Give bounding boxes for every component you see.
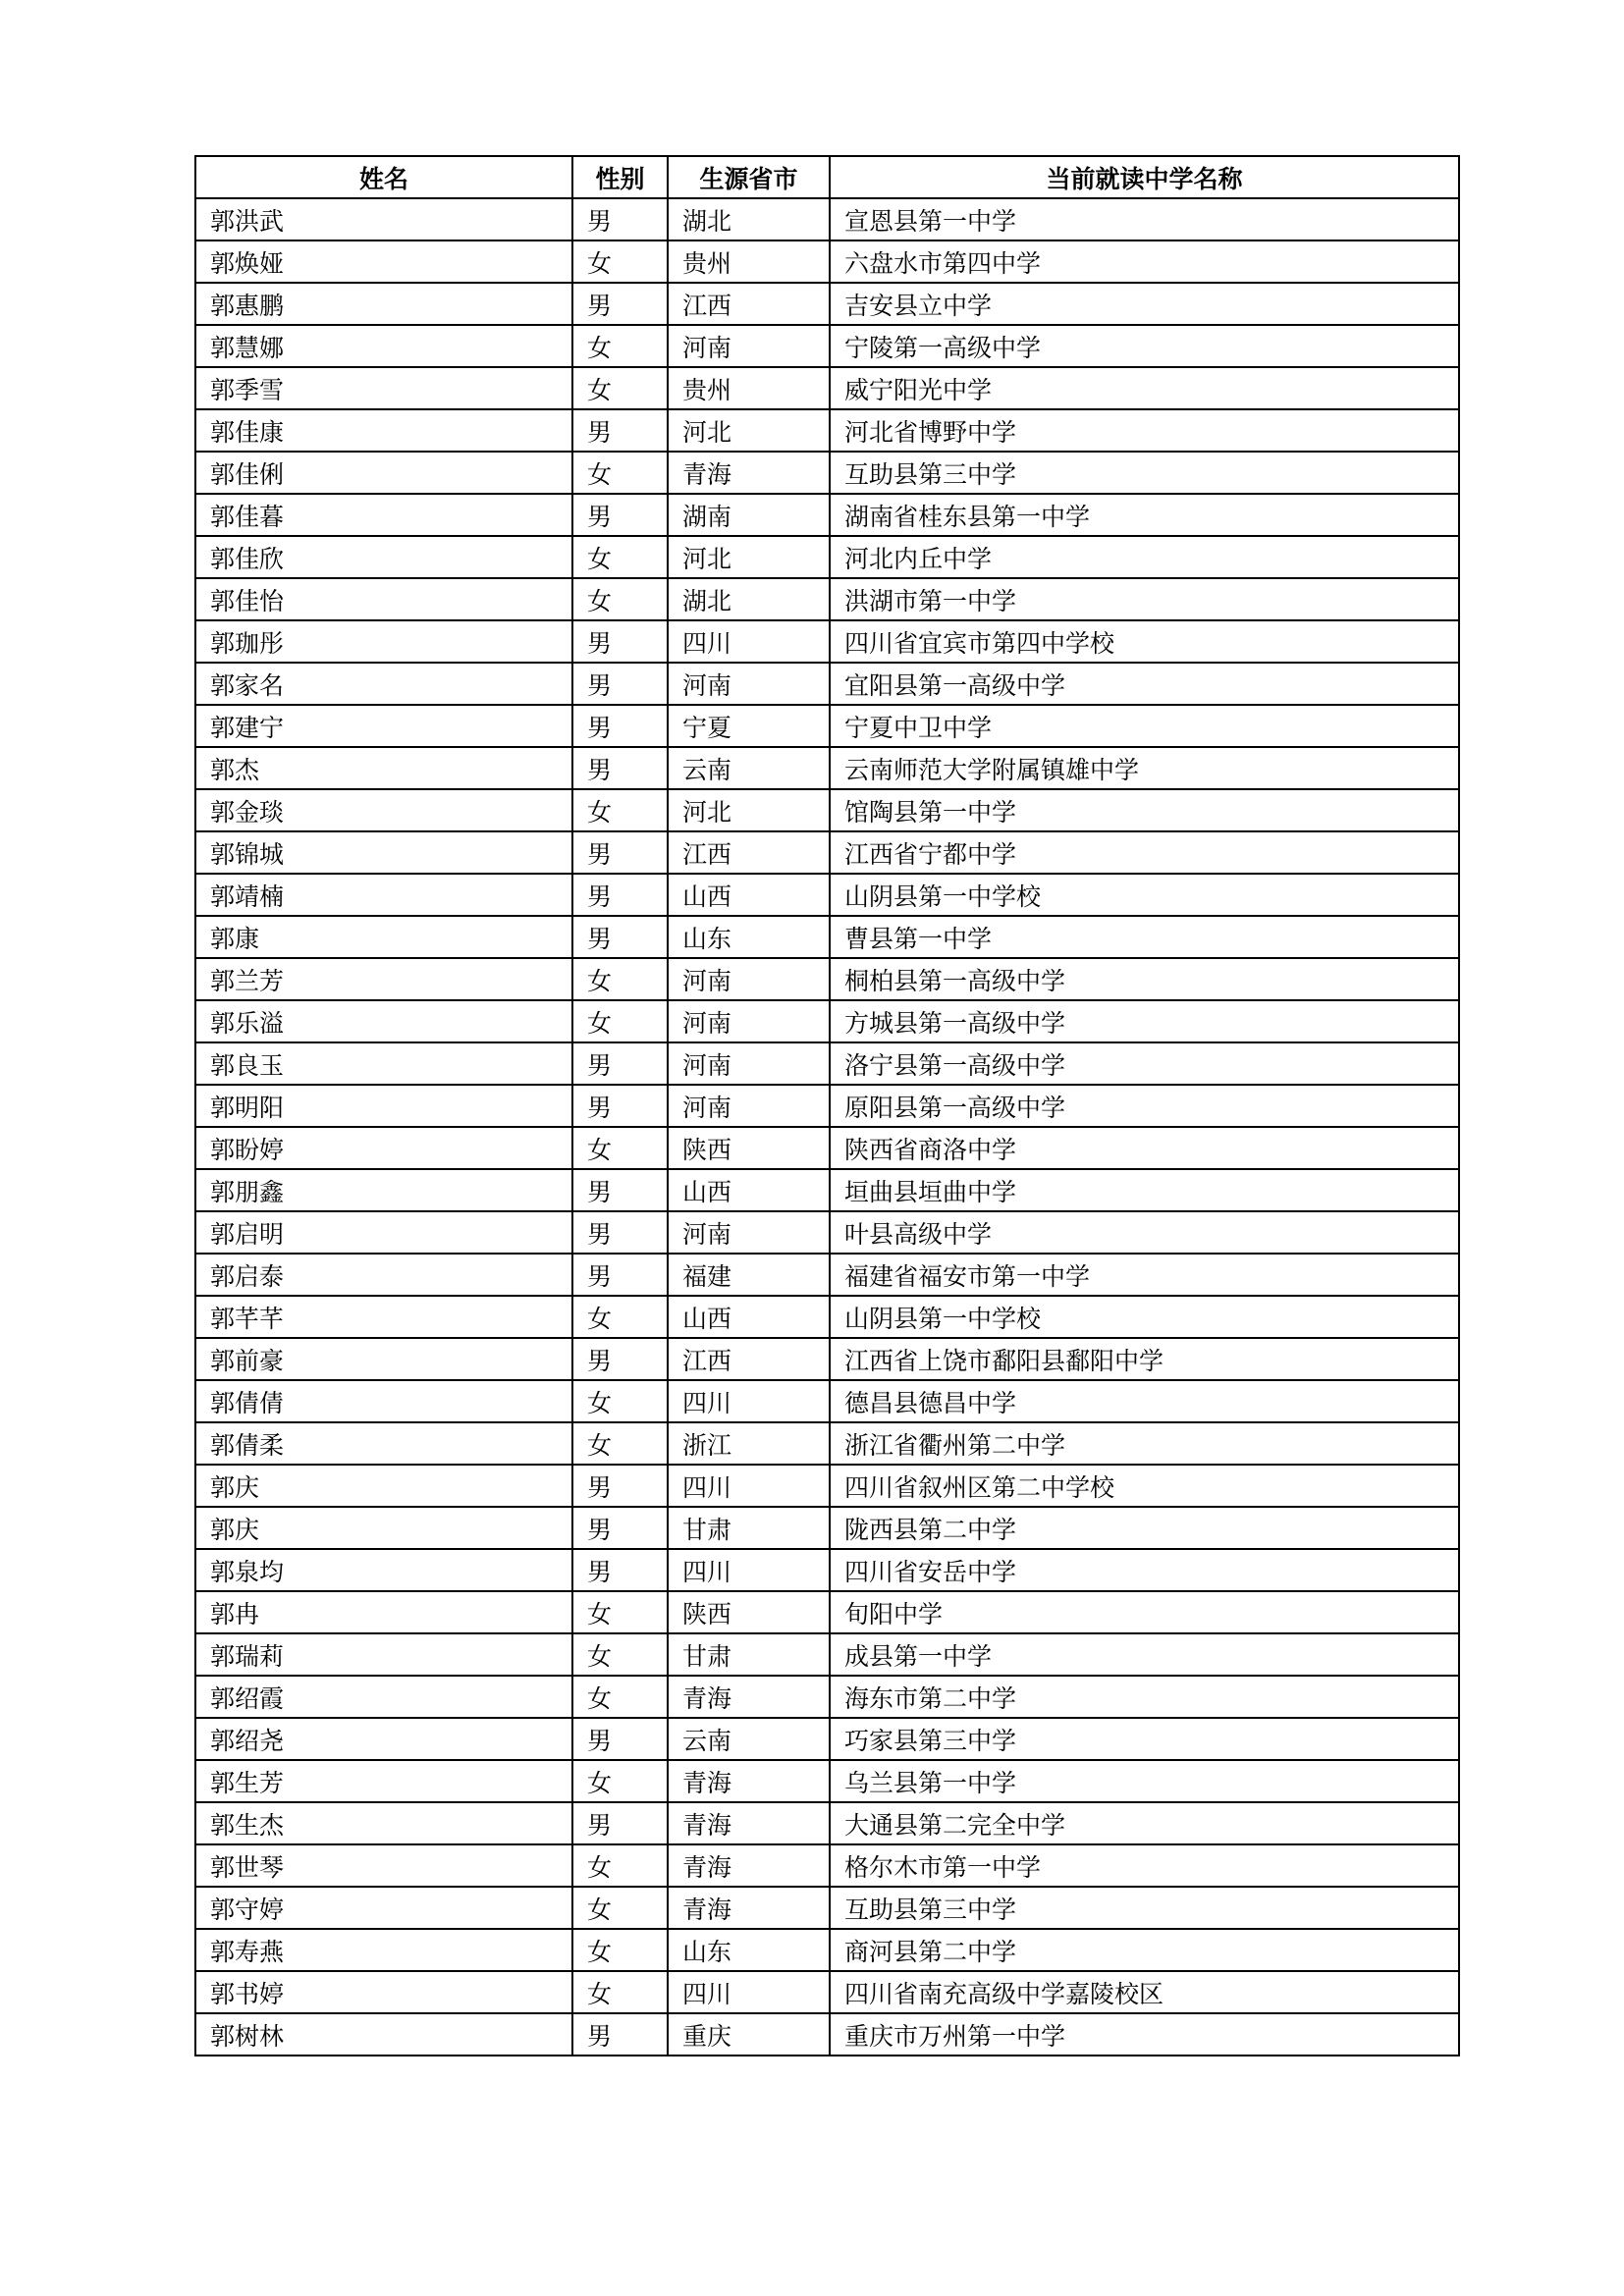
table-row [195, 325, 1459, 367]
cell-province: 青海 [668, 1844, 830, 1887]
cell-name: 郭生芳 [195, 1760, 572, 1802]
cell-name: 郭建宁 [195, 705, 572, 747]
cell-gender: 女 [572, 1887, 668, 1929]
cell-gender: 男 [572, 874, 668, 916]
cell-school: 德昌县德昌中学 [830, 1380, 1459, 1422]
cell-school: 曹县第一中学 [830, 916, 1459, 958]
cell-school: 四川省宜宾市第四中学校 [830, 620, 1459, 663]
cell-school: 江西省上饶市鄱阳县鄱阳中学 [830, 1338, 1459, 1380]
cell-gender: 男 [572, 747, 668, 789]
cell-province: 江西 [668, 283, 830, 325]
cell-name: 郭冉 [195, 1591, 572, 1633]
table-row [195, 1718, 1459, 1760]
cell-school: 福建省福安市第一中学 [830, 1254, 1459, 1296]
cell-name: 郭珈彤 [195, 620, 572, 663]
cell-gender: 女 [572, 1000, 668, 1042]
cell-gender: 女 [572, 367, 668, 409]
cell-province: 河北 [668, 536, 830, 578]
table-row [195, 1042, 1459, 1085]
cell-province: 云南 [668, 747, 830, 789]
table-row [195, 1296, 1459, 1338]
cell-province: 贵州 [668, 367, 830, 409]
cell-school: 陕西省商洛中学 [830, 1127, 1459, 1169]
table-row [195, 1887, 1459, 1929]
cell-school: 互助县第三中学 [830, 452, 1459, 494]
cell-province: 青海 [668, 1760, 830, 1802]
cell-school: 商河县第二中学 [830, 1929, 1459, 1971]
table-row [195, 283, 1459, 325]
table-row [195, 1169, 1459, 1211]
cell-gender: 男 [572, 2013, 668, 2056]
cell-school: 吉安县立中学 [830, 283, 1459, 325]
cell-gender: 女 [572, 1422, 668, 1465]
cell-province: 江西 [668, 831, 830, 874]
cell-province: 青海 [668, 452, 830, 494]
table-row [195, 705, 1459, 747]
cell-name: 郭良玉 [195, 1042, 572, 1085]
table-row [195, 1085, 1459, 1127]
table-row [195, 874, 1459, 916]
cell-school: 江西省宁都中学 [830, 831, 1459, 874]
cell-province: 河南 [668, 1042, 830, 1085]
table-row [195, 620, 1459, 663]
cell-province: 福建 [668, 1254, 830, 1296]
cell-name: 郭洪武 [195, 198, 572, 240]
cell-gender: 女 [572, 1380, 668, 1422]
cell-school: 洛宁县第一高级中学 [830, 1042, 1459, 1085]
table-row [195, 1929, 1459, 1971]
table-row [195, 916, 1459, 958]
cell-province: 河南 [668, 325, 830, 367]
table-row [195, 578, 1459, 620]
cell-province: 湖北 [668, 578, 830, 620]
cell-school: 重庆市万州第一中学 [830, 2013, 1459, 2056]
cell-gender: 女 [572, 1929, 668, 1971]
cell-province: 青海 [668, 1802, 830, 1844]
cell-province: 山西 [668, 874, 830, 916]
cell-gender: 女 [572, 1676, 668, 1718]
cell-name: 郭倩倩 [195, 1380, 572, 1422]
cell-gender: 男 [572, 1802, 668, 1844]
cell-name: 郭佳康 [195, 409, 572, 452]
cell-gender: 女 [572, 578, 668, 620]
cell-province: 山东 [668, 1929, 830, 1971]
cell-school: 六盘水市第四中学 [830, 240, 1459, 283]
cell-school: 垣曲县垣曲中学 [830, 1169, 1459, 1211]
cell-school: 格尔木市第一中学 [830, 1844, 1459, 1887]
table-row [195, 2013, 1459, 2056]
table-row [195, 789, 1459, 831]
cell-province: 陕西 [668, 1591, 830, 1633]
cell-name: 郭守婷 [195, 1887, 572, 1929]
cell-name: 郭瑞莉 [195, 1633, 572, 1676]
cell-name: 郭焕娅 [195, 240, 572, 283]
table-row [195, 747, 1459, 789]
cell-province: 河北 [668, 409, 830, 452]
cell-gender: 男 [572, 198, 668, 240]
cell-school: 云南师范大学附属镇雄中学 [830, 747, 1459, 789]
cell-province: 四川 [668, 1380, 830, 1422]
cell-gender: 男 [572, 283, 668, 325]
cell-name: 郭佳俐 [195, 452, 572, 494]
cell-school: 山阴县第一中学校 [830, 1296, 1459, 1338]
cell-province: 甘肃 [668, 1507, 830, 1549]
cell-gender: 女 [572, 789, 668, 831]
cell-school: 湖南省桂东县第一中学 [830, 494, 1459, 536]
cell-name: 郭绍尧 [195, 1718, 572, 1760]
cell-name: 郭世琴 [195, 1844, 572, 1887]
cell-name: 郭芊芊 [195, 1296, 572, 1338]
cell-name: 郭前豪 [195, 1338, 572, 1380]
cell-school: 河北内丘中学 [830, 536, 1459, 578]
cell-school: 宜阳县第一高级中学 [830, 663, 1459, 705]
cell-gender: 男 [572, 1085, 668, 1127]
cell-school: 原阳县第一高级中学 [830, 1085, 1459, 1127]
table-row [195, 1000, 1459, 1042]
cell-school: 宁夏中卫中学 [830, 705, 1459, 747]
table-row [195, 198, 1459, 240]
cell-school: 宣恩县第一中学 [830, 198, 1459, 240]
cell-gender: 男 [572, 1507, 668, 1549]
cell-name: 郭绍霞 [195, 1676, 572, 1718]
cell-name: 郭康 [195, 916, 572, 958]
table-row [195, 240, 1459, 283]
cell-school: 馆陶县第一中学 [830, 789, 1459, 831]
cell-province: 青海 [668, 1887, 830, 1929]
cell-gender: 女 [572, 325, 668, 367]
cell-school: 四川省安岳中学 [830, 1549, 1459, 1591]
cell-name: 郭启明 [195, 1211, 572, 1254]
cell-province: 贵州 [668, 240, 830, 283]
cell-gender: 男 [572, 1254, 668, 1296]
cell-name: 郭寿燕 [195, 1929, 572, 1971]
cell-name: 郭泉均 [195, 1549, 572, 1591]
cell-gender: 女 [572, 1760, 668, 1802]
header-name: 姓名 [195, 156, 572, 198]
cell-gender: 女 [572, 1296, 668, 1338]
cell-province: 青海 [668, 1676, 830, 1718]
cell-name: 郭金琰 [195, 789, 572, 831]
cell-gender: 男 [572, 620, 668, 663]
cell-gender: 男 [572, 916, 668, 958]
cell-province: 河北 [668, 789, 830, 831]
table-row [195, 367, 1459, 409]
table-row [195, 958, 1459, 1000]
cell-gender: 男 [572, 1718, 668, 1760]
cell-province: 四川 [668, 1971, 830, 2013]
cell-gender: 女 [572, 452, 668, 494]
cell-school: 洪湖市第一中学 [830, 578, 1459, 620]
cell-province: 甘肃 [668, 1633, 830, 1676]
cell-province: 云南 [668, 1718, 830, 1760]
table-row [195, 1760, 1459, 1802]
cell-gender: 男 [572, 1211, 668, 1254]
cell-gender: 男 [572, 1338, 668, 1380]
cell-name: 郭朋鑫 [195, 1169, 572, 1211]
cell-name: 郭慧娜 [195, 325, 572, 367]
table-row [195, 1465, 1459, 1507]
cell-province: 陕西 [668, 1127, 830, 1169]
cell-province: 河南 [668, 1211, 830, 1254]
table-row [195, 1380, 1459, 1422]
cell-gender: 男 [572, 1465, 668, 1507]
table-row [195, 1211, 1459, 1254]
cell-province: 山西 [668, 1296, 830, 1338]
cell-province: 河南 [668, 1000, 830, 1042]
cell-school: 乌兰县第一中学 [830, 1760, 1459, 1802]
table-row [195, 1507, 1459, 1549]
cell-name: 郭佳暮 [195, 494, 572, 536]
cell-province: 河南 [668, 1085, 830, 1127]
table-row [195, 1127, 1459, 1169]
table-row [195, 1338, 1459, 1380]
cell-province: 湖南 [668, 494, 830, 536]
table-row [195, 409, 1459, 452]
cell-province: 四川 [668, 1549, 830, 1591]
cell-province: 重庆 [668, 2013, 830, 2056]
table-row [195, 1422, 1459, 1465]
student-table [194, 155, 1460, 2056]
cell-province: 四川 [668, 1465, 830, 1507]
cell-province: 宁夏 [668, 705, 830, 747]
cell-province: 山东 [668, 916, 830, 958]
cell-gender: 男 [572, 663, 668, 705]
cell-school: 河北省博野中学 [830, 409, 1459, 452]
table-row [195, 1591, 1459, 1633]
cell-school: 浙江省衢州第二中学 [830, 1422, 1459, 1465]
cell-gender: 女 [572, 1591, 668, 1633]
cell-name: 郭倩柔 [195, 1422, 572, 1465]
cell-name: 郭庆 [195, 1507, 572, 1549]
table-row [195, 831, 1459, 874]
cell-name: 郭树林 [195, 2013, 572, 2056]
cell-province: 浙江 [668, 1422, 830, 1465]
cell-gender: 女 [572, 240, 668, 283]
cell-school: 旬阳中学 [830, 1591, 1459, 1633]
cell-school: 威宁阳光中学 [830, 367, 1459, 409]
table-row [195, 1802, 1459, 1844]
cell-name: 郭乐溢 [195, 1000, 572, 1042]
cell-gender: 女 [572, 1844, 668, 1887]
cell-name: 郭书婷 [195, 1971, 572, 2013]
table-row [195, 1633, 1459, 1676]
cell-gender: 男 [572, 1549, 668, 1591]
cell-name: 郭惠鹏 [195, 283, 572, 325]
cell-gender: 男 [572, 409, 668, 452]
cell-province: 河南 [668, 958, 830, 1000]
cell-gender: 男 [572, 494, 668, 536]
cell-gender: 男 [572, 705, 668, 747]
cell-province: 四川 [668, 620, 830, 663]
cell-province: 山西 [668, 1169, 830, 1211]
cell-gender: 女 [572, 958, 668, 1000]
cell-name: 郭佳欣 [195, 536, 572, 578]
cell-name: 郭家名 [195, 663, 572, 705]
cell-school: 四川省叙州区第二中学校 [830, 1465, 1459, 1507]
cell-name: 郭锦城 [195, 831, 572, 874]
header-school: 当前就读中学名称 [830, 156, 1459, 198]
cell-school: 成县第一中学 [830, 1633, 1459, 1676]
cell-gender: 男 [572, 1042, 668, 1085]
cell-name: 郭靖楠 [195, 874, 572, 916]
cell-school: 四川省南充高级中学嘉陵校区 [830, 1971, 1459, 2013]
cell-name: 郭杰 [195, 747, 572, 789]
cell-school: 宁陵第一高级中学 [830, 325, 1459, 367]
cell-province: 江西 [668, 1338, 830, 1380]
cell-school: 互助县第三中学 [830, 1887, 1459, 1929]
table-row [195, 1844, 1459, 1887]
cell-gender: 女 [572, 536, 668, 578]
table-row [195, 452, 1459, 494]
cell-school: 桐柏县第一高级中学 [830, 958, 1459, 1000]
cell-name: 郭佳怡 [195, 578, 572, 620]
cell-province: 湖北 [668, 198, 830, 240]
header-gender: 性别 [572, 156, 668, 198]
cell-name: 郭兰芳 [195, 958, 572, 1000]
cell-name: 郭季雪 [195, 367, 572, 409]
cell-school: 大通县第二完全中学 [830, 1802, 1459, 1844]
cell-gender: 女 [572, 1633, 668, 1676]
table-row [195, 536, 1459, 578]
cell-school: 山阴县第一中学校 [830, 874, 1459, 916]
cell-school: 陇西县第二中学 [830, 1507, 1459, 1549]
cell-province: 河南 [668, 663, 830, 705]
cell-school: 方城县第一高级中学 [830, 1000, 1459, 1042]
cell-name: 郭明阳 [195, 1085, 572, 1127]
table-row [195, 1254, 1459, 1296]
table-row [195, 494, 1459, 536]
cell-name: 郭生杰 [195, 1802, 572, 1844]
cell-name: 郭启泰 [195, 1254, 572, 1296]
table-row [195, 1549, 1459, 1591]
table-header-row [195, 156, 1459, 198]
cell-gender: 男 [572, 1169, 668, 1211]
cell-school: 巧家县第三中学 [830, 1718, 1459, 1760]
cell-gender: 男 [572, 831, 668, 874]
cell-school: 海东市第二中学 [830, 1676, 1459, 1718]
table-row [195, 1971, 1459, 2013]
cell-name: 郭庆 [195, 1465, 572, 1507]
table-row [195, 663, 1459, 705]
cell-gender: 女 [572, 1127, 668, 1169]
cell-school: 叶县高级中学 [830, 1211, 1459, 1254]
cell-name: 郭盼婷 [195, 1127, 572, 1169]
cell-gender: 女 [572, 1971, 668, 2013]
header-province: 生源省市 [668, 156, 830, 198]
table-row [195, 1676, 1459, 1718]
